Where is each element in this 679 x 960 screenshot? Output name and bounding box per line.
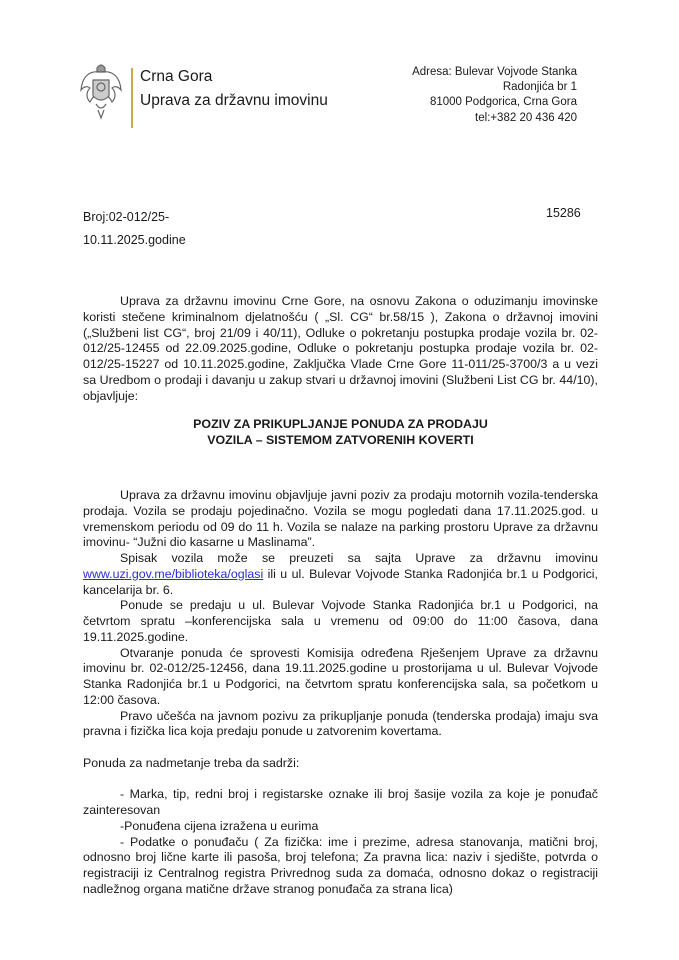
reference-number-suffix: 15286 [546, 206, 581, 220]
requirement-item: - Podatke o ponuđaču ( Za fizička: ime i prezime, adresa stanovanja, matični broj, odnosno broj lične karte ili pasoša, broj telefona; Za pravna lica: naziv i sjedište, potvrda o registraciji iz Centralnog registra Privrednog suda za domaća, odnosno dokaz o registraciji nadležnog organa matične države stranog ponuđača za strana lica) [83, 834, 598, 896]
address-line: Adresa: Bulevar Vojvode Stanka [412, 66, 577, 78]
document-title [83, 416, 598, 448]
header-divider [131, 68, 133, 128]
text: ili u ul. Bulevar Vojvode Stanka Radonjića br.1 u Podgorici, kancelarija br. 6. [83, 566, 598, 597]
reference-date: 10.11.2025.godine [83, 233, 186, 247]
body-section [83, 488, 598, 898]
address-block [412, 65, 577, 126]
reference-number: Broj:02-012/25- [83, 210, 170, 224]
title-line: VOZILA – SISTEMOM ZATVORENIH KOVERTI [207, 433, 474, 447]
body-paragraph: Pravo učešća na javnom pozivu za prikupljanje ponuda (tenderska prodaja) imaju sva pravna i fizička lica koja predaju ponude u zatvorenim kovertama. [83, 708, 598, 739]
intro-paragraph: Uprava za državnu imovinu Crne Gore, na osnovu Zakona o oduzimanju imovinske koristi stečene kriminalnom djelatnošću ( „Sl. CG“ br.58/15 ), Zakona o državnoj imovini („Službeni list CG“, broj 21/09 i 40/11), Odluke o pokretanju postupka prodaje vozila br. 02-012/25-12455 od 22.09.2025.godine, Odluke o pokretanju postupka prodaje vozila br. 02-012/25-15227 od 10.11.2025.godine, Zaključka Vlade Crne Gore 11-011/25-3700/3 a u vezi sa Uredbom o prodaji i davanju u zakup stvari u državnoj imovini (Službeni List CG br. 44/10), objavljuje: [83, 294, 598, 403]
text: Spisak vozila može se preuzeti sa sajta Uprave za državnu imovinu [120, 551, 598, 565]
requirement-item: - Marka, tip, redni broj i registarske oznake ili broj šasije vozila za koje je ponuđač zainteresovan [83, 787, 598, 817]
reference-block [83, 206, 186, 252]
body-paragraph: Uprava za državnu imovinu objavljuje javni poziv za prodaju motornih vozila-tenderska prodaja. Vozila se prodaju pojedinačno. Vozila se mogu pogledati dana 17.11.2025.god. u vremenskom periodu od 09 do 11 h. Vozila se nalaze na parking prostoru Uprave za državnu imovinu- “Južni dio kasarne u Maslinama”. [83, 488, 598, 550]
intro-section [83, 294, 598, 404]
body-paragraph-download [83, 551, 598, 598]
requirements-heading: Ponuda za nadmetanje treba da sadrži: [83, 755, 300, 770]
institution-name: Uprava za državnu imovinu [140, 92, 328, 109]
body-paragraph: Ponude se predaju u ul. Bulevar Vojvode Stanka Radonjića br.1 u Podgorici, na četvrtom spratu –konferencijska sala u vremenu od 09:00 do 11:00 časova, dana 19.11.2025.godine. [83, 598, 598, 644]
country-name: Crna Gora [140, 68, 213, 85]
requirement-item: -Ponuđena cijena izražena u eurima [120, 818, 319, 833]
body-paragraph: Otvaranje ponuda će sprovesti Komisija određena Rješenjem Uprave za državnu imovinu br. 02-012/25-12456, dana 19.11.2025.godine u prostorijama u ul. Bulevar Vojvode Stanka Radonjića br.1 u Podgorici, na četvrtom spratu konferencijska sala, sa početkom u 12:00 časova. [83, 645, 598, 707]
address-line: 81000 Podgorica, Crna Gora [429, 96, 577, 109]
phone-line: tel:+382 20 436 420 [475, 111, 577, 124]
website-link[interactable]: www.uzi.gov.me/biblioteka/oglasi [83, 566, 264, 581]
address-line: Radonjića br 1 [502, 81, 577, 94]
title-line: POZIV ZA PRIKUPLJANJE PONUDA ZA PRODAJU [193, 417, 488, 431]
coat-of-arms-logo [78, 60, 124, 122]
